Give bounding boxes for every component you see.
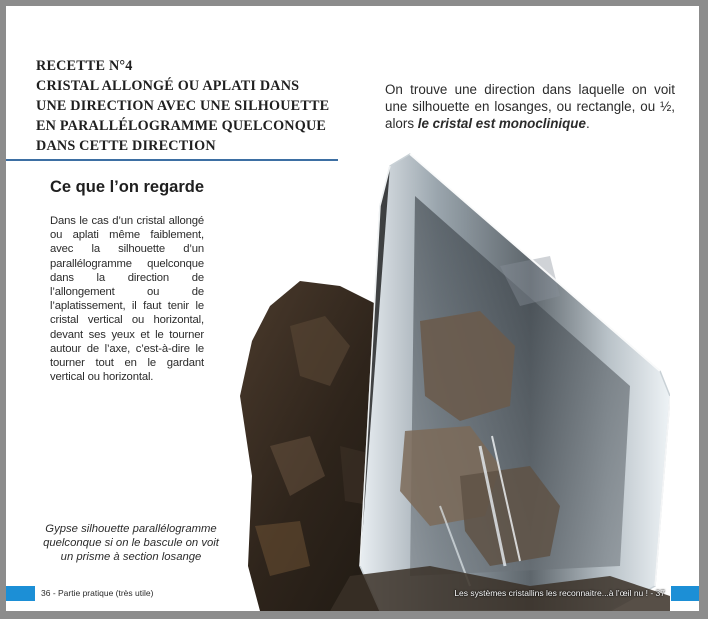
recipe-title-line: EN PARALLÉLOGRAMME QUELCONQUE — [36, 118, 327, 134]
footer-accent-bar-right — [671, 586, 699, 601]
recipe-title-line: DANS CETTE DIRECTION — [36, 138, 216, 154]
recipe-title-line: UNE DIRECTION AVEC UNE SILHOUETTE — [36, 98, 330, 114]
recipe-title — [36, 56, 336, 156]
section-body: Dans le cas d’un cristal allongé ou aplati même faiblement, avec la silhouette d’un parallélogramme quelconque dans la direction de l’allongement ou de l’aplatissement, il faut tenir le cristal vertical ou horizontal, devant ses yeux et le tourner autour de l’axe, c’est-à-dire le tourner tout en le gardant vertical ou horizontal. — [50, 215, 204, 384]
footer-accent-bar-left — [6, 586, 35, 601]
book-page — [6, 6, 699, 611]
gypsum-crystal-photo — [230, 146, 670, 611]
section-heading: Ce que l’on regarde — [50, 178, 205, 196]
photo-caption: Gypse silhouette parallélogramme quelconque si on le bascule on voit un prisme à section losange — [43, 523, 219, 564]
intro-emphasis: le cristal est monoclinique — [417, 116, 586, 131]
intro-paragraph — [385, 81, 675, 132]
footer-left-page-label: 36 - Partie pratique (très utile) — [41, 588, 154, 598]
recipe-title-line: RECETTE N°4 — [36, 58, 133, 74]
footer-right-page-label: Les systèmes cristallins les reconnaitre...à l’œil nu ! - 37 — [454, 588, 665, 598]
intro-end: . — [585, 116, 590, 131]
intro-text: On trouve une direction dans laquelle on voit une silhouette en losanges, ou rectangle, ou ½, alors — [385, 82, 675, 131]
recipe-title-line: CRISTAL ALLONGÉ OU APLATI DANS — [36, 78, 300, 94]
